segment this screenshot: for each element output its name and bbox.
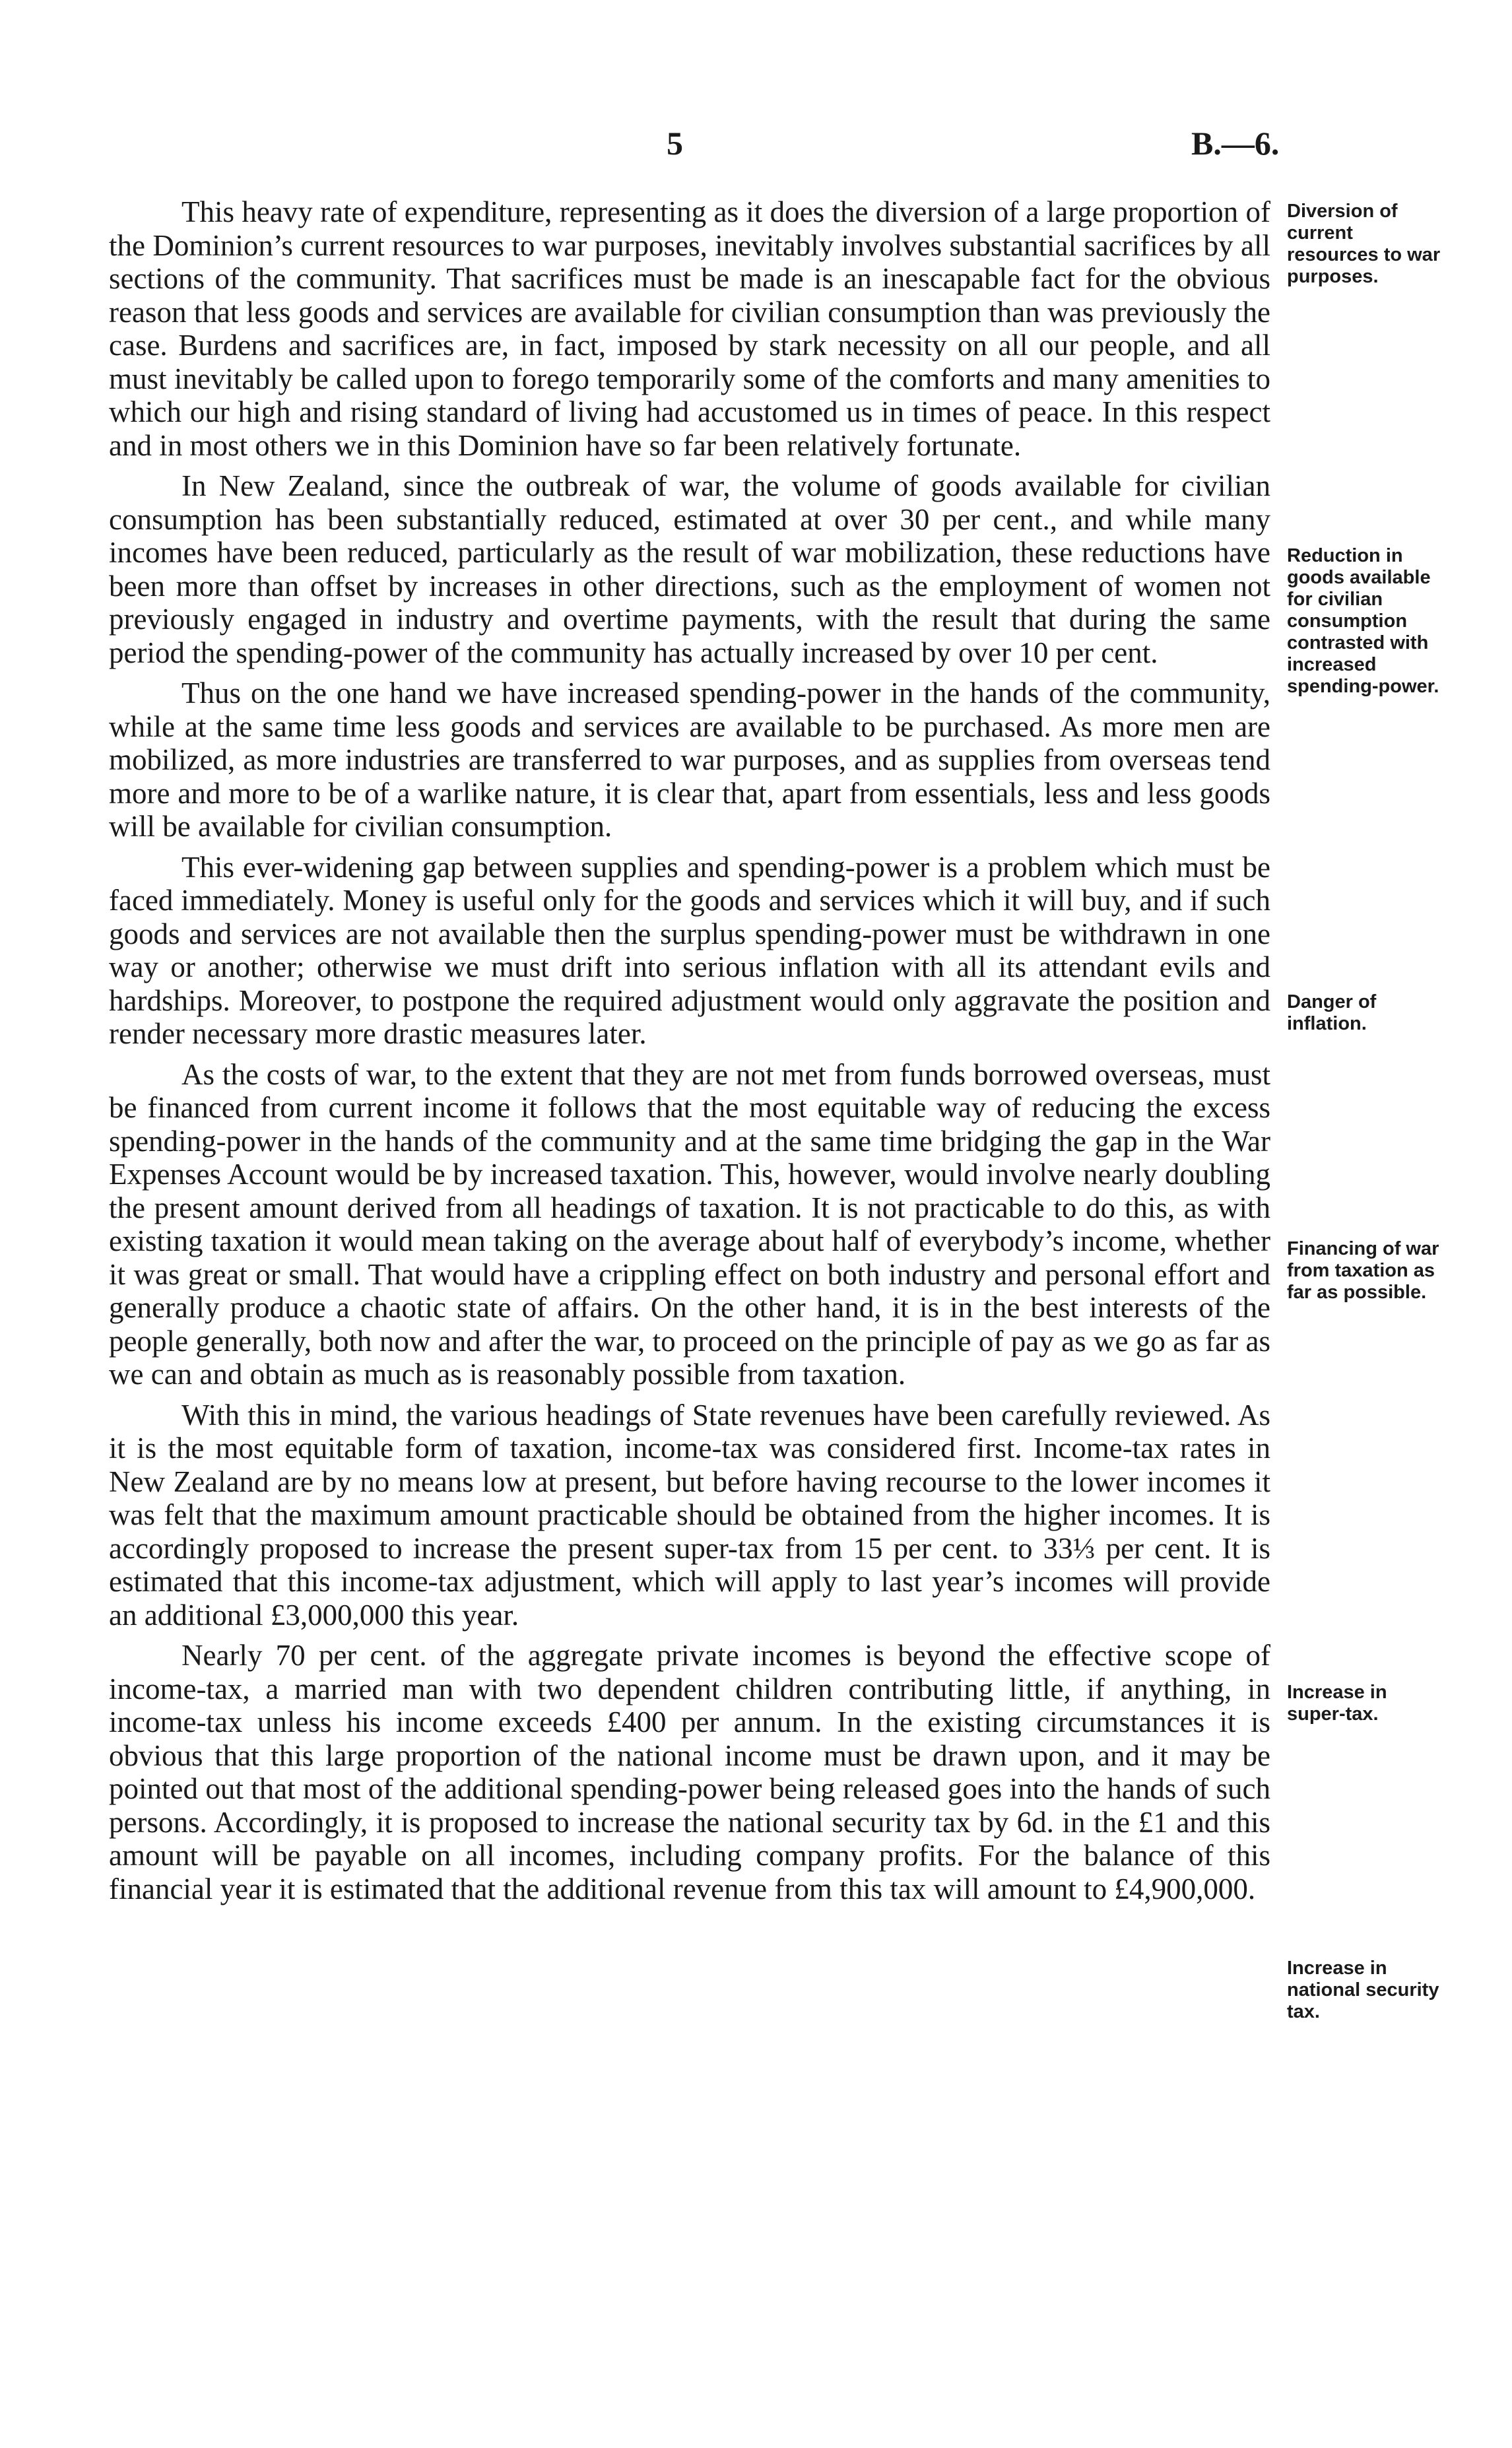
paragraph-reduction-in-goods: In New Zealand, since the outbreak of war, the volume of goods available for civilian consumption has been substantially reduced, estimated at over 30 per cent., and while many incomes have been reduced, particularly as the result of war mobilization, these reductions have been more than offset by increases in other directions, such as the employment of women not previously engaged in industry and overtime payments, with the result that during the same period the spending-power of the community has actually increased by over 10 per cent.	[109, 469, 1270, 669]
paragraph-super-tax: With this in mind, the various headings of State revenues have been carefully reviewed. As it is the most equitable form of taxation, income-tax was considered first. Income-tax rates in New Zealand are by no means low at present, but before having recourse to the lower incomes it was felt that the maximum amount practicable should be obtained from the higher incomes. It is accordingly proposed to increase the present super-tax from 15 per cent. to 33⅓ per cent. It is estimated that this income-tax adjustment, which will apply to last year’s incomes will provide an additional £3,000,000 this year.	[109, 1398, 1270, 1632]
margin-note-financing: Financing of war from taxation as far as possible.	[1287, 1238, 1439, 1303]
page-header	[0, 124, 1512, 170]
body-text	[109, 195, 1270, 1913]
margin-note-diversion: Diversion of current resources to war purposes.	[1287, 201, 1441, 287]
margin-note-reduction: Reduction in goods available for civilian consumption contrasted with increased spending-power.	[1287, 545, 1439, 697]
document-reference: B.—6.	[1191, 125, 1280, 162]
margin-note-inflation: Danger of inflation.	[1287, 991, 1377, 1034]
margin-note-super-tax: Increase in super-tax.	[1287, 1682, 1387, 1725]
paragraph-diversion: This heavy rate of expenditure, representing as it does the diversion of a large proportion of the Dominion’s current resources to war purposes, inevitably involves substantial sacrifices by all sections of the community. That sacrifices must be made is an inescapable fact for the obvious reason that less goods and services are available for civilian consumption than was previously the case. Burdens and sacrifices are, in fact, imposed by stark necessity on all our people, and all must inevitably be called upon to forego temporarily some of the comforts and many amenities to which our high and rising standard of living had accustomed us in times of peace. In this respect and in most others we in this Dominion have so far been relatively fortunate.	[109, 195, 1270, 462]
paragraph-national-security-tax: Nearly 70 per cent. of the aggregate private incomes is beyond the effective scope of income-tax, a married man with two dependent children contributing little, if anything, in income-tax unless his income exceeds £400 per annum. In the existing circumstances it is obvious that this large proportion of the national income must be drawn upon, and it may be pointed out that most of the additional spending-power being released goes into the hands of such persons. Accordingly, it is proposed to increase the national security tax by 6d. in the £1 and this amount will be payable on all incomes, including company profits. For the balance of this financial year it is estimated that the additional revenue from this tax will amount to £4,900,000.	[109, 1639, 1270, 1905]
paragraph-financing: As the costs of war, to the extent that they are not met from funds borrowed overseas, must be financed from current income it follows that the most equitable way of reducing the excess spending-power in the hands of the community and at the same time bridging the gap in the War Expenses Account would be by increased taxation. This, however, would involve nearly doubling the present amount derived from all headings of taxation. It is not practicable to do this, as with existing taxation it would mean taking on the average about half of everybody’s income, whether it was great or small. That would have a crippling effect on both industry and personal effort and generally produce a chaotic state of affairs. On the other hand, it is in the best interests of the people generally, both now and after the war, to proceed on the principle of pay as we go as far as we can and obtain as much as is reasonably possible from taxation.	[109, 1057, 1270, 1391]
paragraph-spending-power: Thus on the one hand we have increased spending-power in the hands of the community, while at the same time less goods and services are available to be purchased. As more men are mobilized, as more industries are transferred to war purposes, and as supplies from overseas tend more and more to be of a warlike nature, it is clear that, apart from essentials, less and less goods will be available for civilian consumption.	[109, 677, 1270, 843]
page-number: 5	[667, 125, 683, 162]
paragraph-inflation: This ever-widening gap between supplies and spending-power is a problem which must be faced immediately. Money is useful only for the goods and services which it will buy, and if such goods and services are not available then the surplus spending-power must be withdrawn in one way or another; otherwise we must drift into serious inflation with all its attendant evils and hardships. Moreover, to postpone the required adjustment would only aggravate the position and render necessary more drastic measures later.	[109, 850, 1270, 1050]
margin-note-national-security-tax: Increase in national security tax.	[1287, 1958, 1439, 2022]
